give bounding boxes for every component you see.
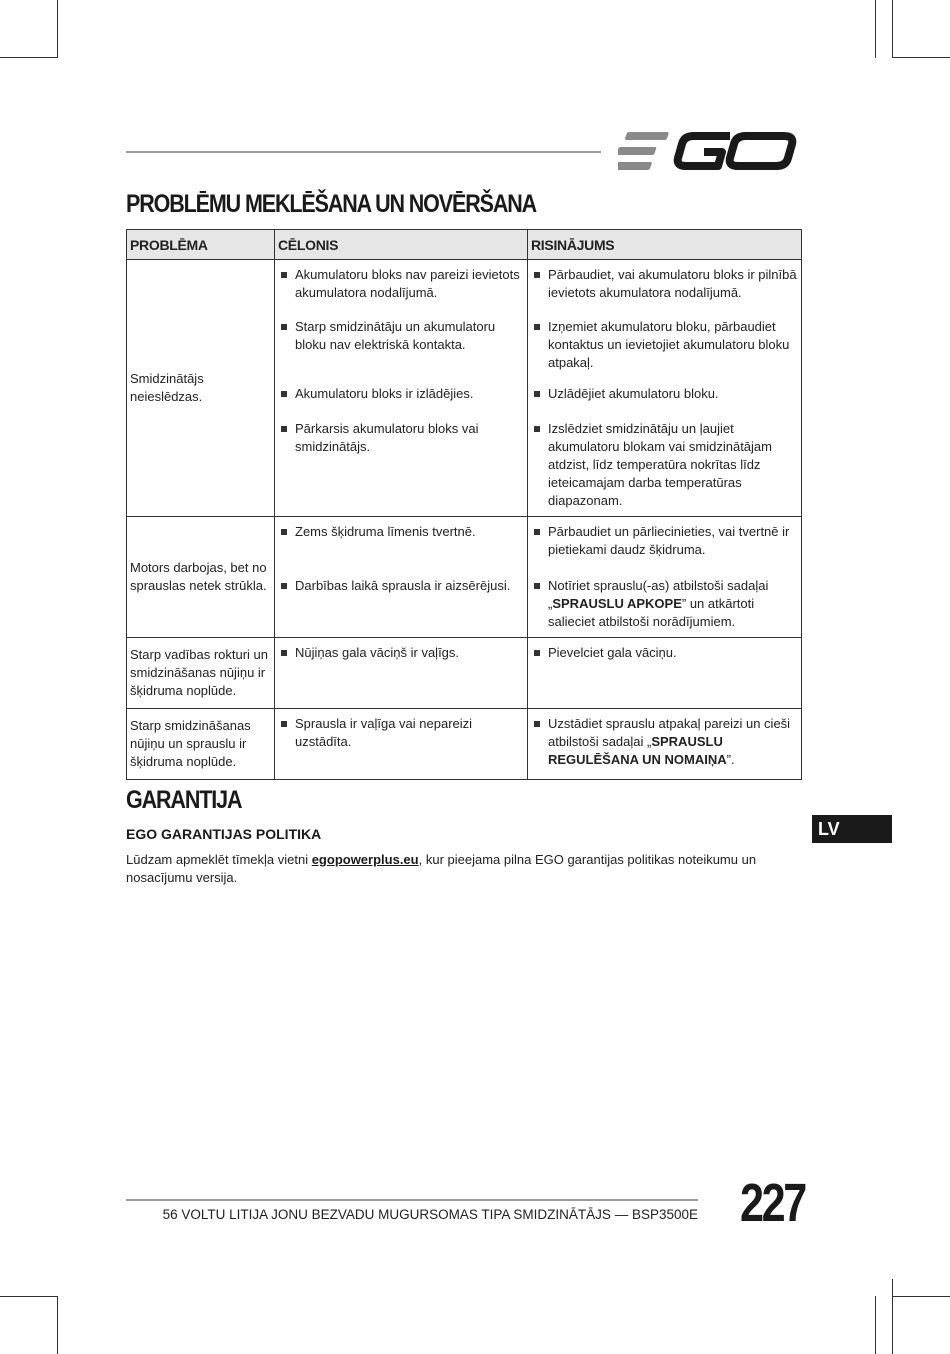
solution-cell: Uzstādiet sprauslu atpakaļ pareizi un cieši atbilstoši sadaļai „SPRAUSLU REGULĒŠANA UN NOMAIŅA”. xyxy=(528,709,802,780)
bullet-icon xyxy=(281,391,287,397)
bullet-icon xyxy=(281,324,287,330)
bullet-icon xyxy=(534,721,540,727)
bullet-icon xyxy=(281,650,287,656)
table-row xyxy=(127,638,802,709)
warranty-paragraph: Lūdzam apmeklēt tīmekļa vietni egopowerplus.eu, kur pieejama pilna EGO garantijas politikas noteikumu un nosacījumu versija. xyxy=(126,852,757,885)
column-header: CĒLONIS xyxy=(275,230,528,260)
bullet-icon xyxy=(534,529,540,535)
cause-cell: Sprausla ir vaļīga vai nepareizi uzstādīta. xyxy=(275,709,528,780)
page-number: 227 xyxy=(740,1173,805,1233)
troubleshooting-table xyxy=(126,229,802,780)
table-row xyxy=(127,709,802,780)
table-header-row xyxy=(127,230,802,260)
bullet-icon xyxy=(534,650,540,656)
problem-cell: Smidzinātājs neieslēdzas. xyxy=(127,260,275,517)
crop-mark xyxy=(892,57,950,58)
bullet-icon xyxy=(534,324,540,330)
warranty-title: GARANTIJA xyxy=(126,786,242,814)
warranty-subtitle: EGO GARANTIJAS POLITIKA xyxy=(126,826,322,842)
problem-cell: Starp vadības rokturi un smidzināšanas nūjiņu ir šķidruma noplūde. xyxy=(127,638,275,709)
header-rule xyxy=(126,151,601,153)
warranty-link[interactable]: egopowerplus.eu xyxy=(311,852,419,867)
column-header: RISINĀJUMS xyxy=(528,230,802,260)
problem-cell: Motors darbojas, bet no sprauslas netek strūkla. xyxy=(127,517,275,638)
solution-cell: Pārbaudiet, vai akumulatoru bloks ir pilnībā ievietots akumulatora nodalījumā. Izņemiet akumulatoru bloku, pārbaudiet kontaktus un ievietojiet akumulatoru bloku atpakaļ. Uzlādējiet akumulatoru bloku. Izslēdziet smidzinātāju un ļaujiet akumulatoru blokam vai smidzinātājam atdzist, līdz temperatūra nokrītas līdz ieteicamajam darba temperatūras diapazonam. xyxy=(528,260,802,517)
language-tab: LV xyxy=(812,815,892,843)
table-row xyxy=(127,260,802,517)
problem-cell: Starp smidzināšanas nūjiņu un sprauslu ir šķidruma noplūde. xyxy=(127,709,275,780)
ego-logo xyxy=(618,130,800,172)
footer-text: 56 VOLTU LITIJA JONU BEZVADU MUGURSOMAS TIPA SMIDZINĀTĀJS — BSP3500E xyxy=(162,1207,698,1222)
bullet-icon xyxy=(281,529,287,535)
crop-mark xyxy=(875,1296,876,1354)
cause-cell: Nūjiņas gala vāciņš ir vaļīgs. xyxy=(275,638,528,709)
cause-cell: Akumulatoru bloks nav pareizi ievietots akumulatora nodalījumā. Starp smidzinātāju un akumulatoru bloku nav elektriskā kontakta. Akumulatoru bloks ir izlādējies. Pārkarsis akumulatoru bloks vai smidzinātājs. xyxy=(275,260,528,517)
table-row xyxy=(127,517,802,638)
crop-mark xyxy=(0,57,58,58)
bullet-icon xyxy=(534,426,540,432)
bullet-icon xyxy=(534,272,540,278)
crop-mark xyxy=(892,0,893,58)
crop-mark xyxy=(892,1279,893,1354)
footer-rule xyxy=(126,1199,698,1201)
solution-cell: Pievelciet gala vāciņu. xyxy=(528,638,802,709)
column-header: PROBLĒMA xyxy=(127,230,275,260)
solution-cell: Pārbaudiet un pārliecinieties, vai tvertnē ir pietiekami daudz šķidruma. Notīriet sprauslu(-as) atbilstoši sadaļai „SPRAUSLU APKOPE” un atkārtoti salieciet atbilstoši norādījumiem. xyxy=(528,517,802,638)
page-title: PROBLĒMU MEKLĒŠANA UN NOVĒRŠANA xyxy=(126,190,537,218)
crop-mark xyxy=(0,1296,58,1297)
cause-cell: Zems šķidruma līmenis tvertnē. Darbības laikā sprausla ir aizsērējusi. xyxy=(275,517,528,638)
bullet-icon xyxy=(281,426,287,432)
bullet-icon xyxy=(281,583,287,589)
crop-mark xyxy=(892,1296,950,1297)
bullet-icon xyxy=(534,391,540,397)
crop-mark xyxy=(875,0,876,58)
bullet-icon xyxy=(281,272,287,278)
crop-mark xyxy=(57,0,58,58)
bullet-icon xyxy=(534,583,540,589)
crop-mark xyxy=(57,1296,58,1354)
bullet-icon xyxy=(281,721,287,727)
